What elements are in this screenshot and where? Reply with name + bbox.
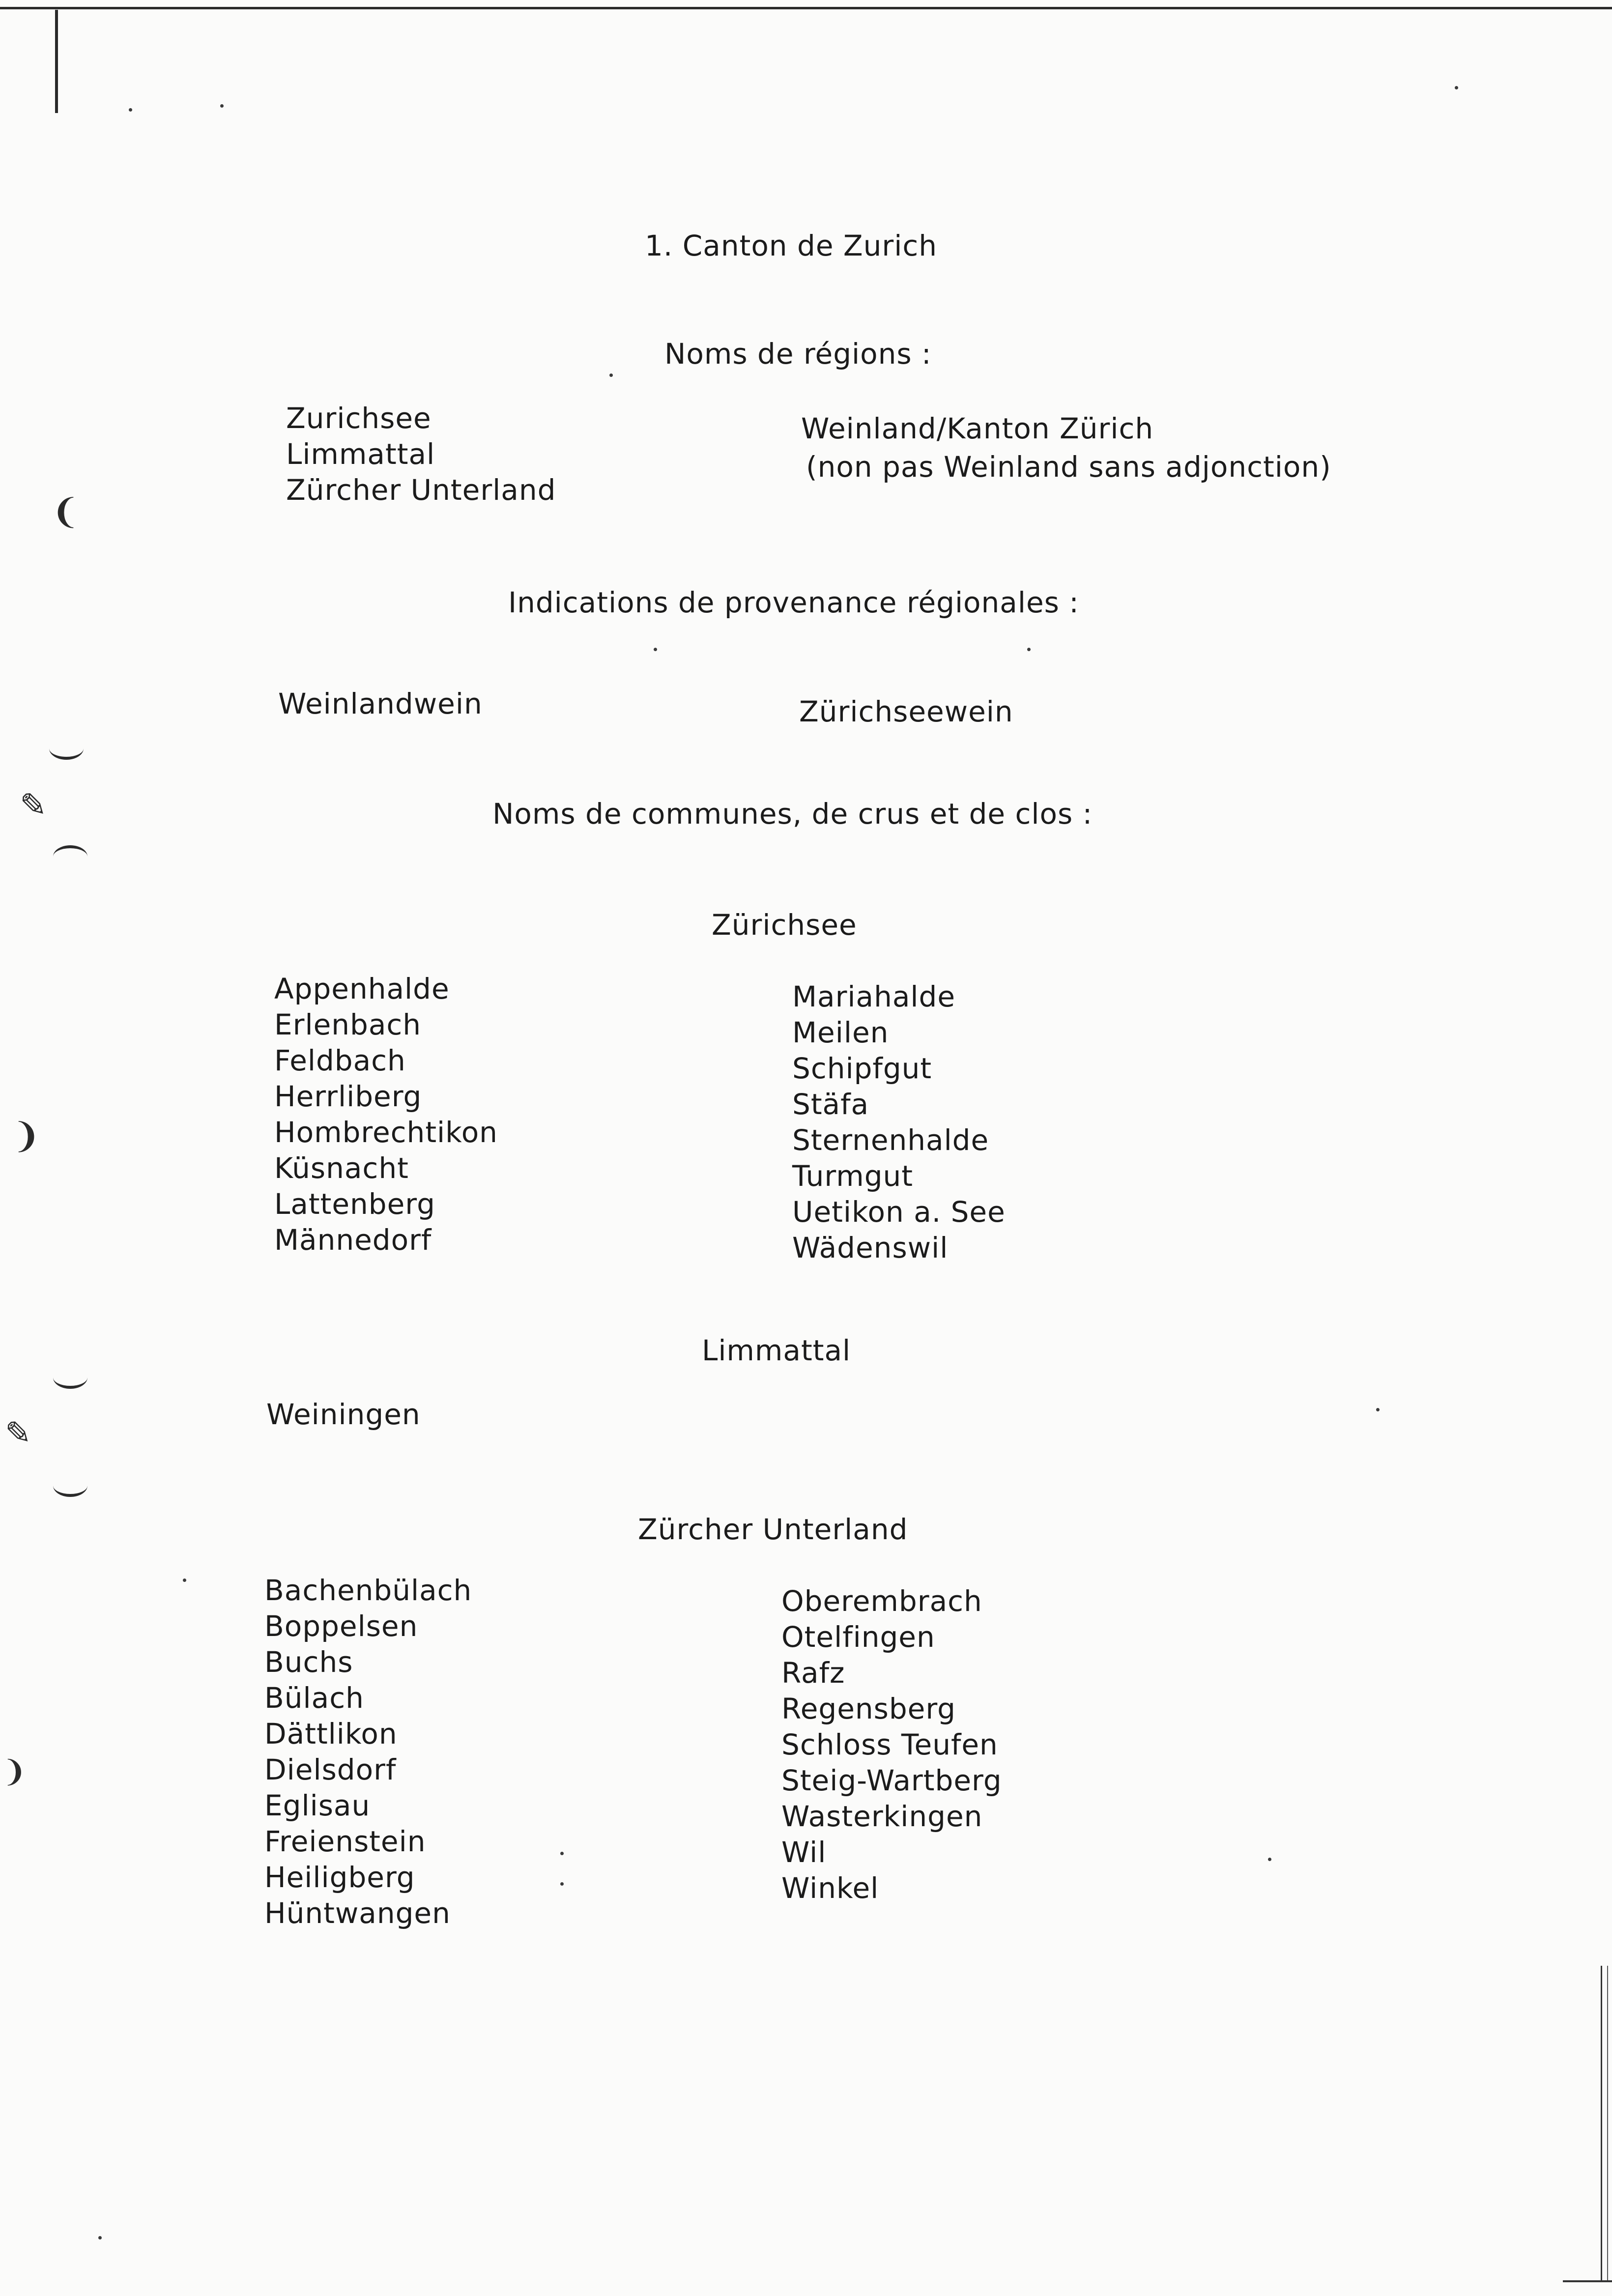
scan-bottom-rule xyxy=(1563,2280,1612,2282)
list-item: Oberembrach xyxy=(781,1584,982,1618)
list-item: Appenhalde xyxy=(274,972,450,1005)
list-item: Freienstein xyxy=(264,1825,426,1858)
list-item: Schloss Teufen xyxy=(781,1728,998,1761)
list-item: Küsnacht xyxy=(274,1151,409,1185)
list-item: Zurichsee xyxy=(286,402,432,435)
list-item: Buchs xyxy=(264,1645,353,1679)
list-item: Uetikon a. See xyxy=(792,1195,1006,1229)
scan-speck xyxy=(654,648,657,651)
regions-left-list xyxy=(286,401,556,508)
scan-stain: ❨ xyxy=(51,491,80,532)
zurichsee-left-list xyxy=(274,971,498,1258)
scan-right-edge xyxy=(1601,1966,1608,2280)
punch-hole-mark xyxy=(53,1474,87,1497)
scan-speck xyxy=(129,108,132,112)
provenance-left: Weinlandwein xyxy=(278,687,483,720)
scan-speck xyxy=(560,1852,564,1855)
scan-speck xyxy=(560,1882,564,1886)
list-item: Mariahalde xyxy=(792,980,956,1013)
list-item: Steig-Wartberg xyxy=(781,1764,1002,1797)
list-item: Boppelsen xyxy=(264,1609,418,1643)
list-item: Erlenbach xyxy=(274,1008,422,1041)
scan-speck xyxy=(183,1578,186,1582)
list-item: Bachenbülach xyxy=(264,1574,472,1607)
scan-speck xyxy=(1027,648,1031,651)
list-item: Turmgut xyxy=(792,1159,914,1193)
limmattal-left-list xyxy=(266,1397,421,1433)
list-item: Limmattal xyxy=(286,437,435,471)
punch-hole-mark xyxy=(49,737,84,760)
communes-heading: Noms de communes, de crus et de clos : xyxy=(492,797,1093,831)
list-item: Dielsdorf xyxy=(264,1753,397,1786)
list-item: Männedorf xyxy=(274,1223,432,1257)
list-item: Stäfa xyxy=(792,1088,869,1121)
list-item: Weiningen xyxy=(266,1398,421,1431)
unterland-right-list xyxy=(781,1583,1002,1906)
list-item: Eglisau xyxy=(264,1789,371,1822)
list-item: Regensberg xyxy=(781,1692,956,1725)
list-item: Heiligberg xyxy=(264,1861,415,1894)
list-item: Zürcher Unterland xyxy=(286,473,556,507)
provenance-right: Zürichseewein xyxy=(799,695,1013,728)
list-item: Hombrechtikon xyxy=(274,1116,498,1149)
scan-stain: ✎ xyxy=(20,786,47,824)
list-item: Feldbach xyxy=(274,1044,406,1077)
list-item: Dättlikon xyxy=(264,1717,398,1751)
page-title: 1. Canton de Zurich xyxy=(645,229,938,262)
scan-speck xyxy=(98,2236,102,2239)
zurichsee-right-list xyxy=(792,979,1006,1266)
regions-right-line-1: Weinland/Kanton Zürich xyxy=(801,412,1154,445)
punch-hole-mark xyxy=(53,845,87,868)
unterland-heading: Zürcher Unterland xyxy=(638,1513,908,1546)
scan-top-rule xyxy=(0,7,1612,9)
list-item: Rafz xyxy=(781,1656,845,1690)
list-item: Bülach xyxy=(264,1681,364,1715)
regions-heading: Noms de régions : xyxy=(664,337,932,371)
scan-left-bar xyxy=(55,10,58,113)
list-item: Meilen xyxy=(792,1016,889,1049)
scan-speck xyxy=(1376,1408,1380,1411)
punch-hole-mark xyxy=(53,1366,87,1389)
list-item: Lattenberg xyxy=(274,1187,435,1221)
scan-speck xyxy=(609,373,613,377)
unterland-left-list xyxy=(264,1573,472,1931)
scan-speck xyxy=(220,104,224,108)
scan-stain: ❩ xyxy=(12,1116,41,1156)
zurichsee-heading: Zürichsee xyxy=(712,908,857,942)
limmattal-heading: Limmattal xyxy=(702,1334,851,1367)
list-item: Sternenhalde xyxy=(792,1123,989,1157)
scan-speck xyxy=(1268,1858,1271,1861)
list-item: Winkel xyxy=(781,1871,879,1905)
list-item: Herrliberg xyxy=(274,1080,422,1113)
scan-stain: ❩ xyxy=(2,1754,27,1789)
list-item: Schipfgut xyxy=(792,1052,932,1085)
list-item: Hüntwangen xyxy=(264,1896,451,1930)
list-item: Wasterkingen xyxy=(781,1800,983,1833)
regions-right-line-2: (non pas Weinland sans adjonction) xyxy=(806,450,1331,484)
scan-stain: ✎ xyxy=(5,1415,31,1452)
list-item: Wädenswil xyxy=(792,1231,949,1264)
list-item: Wil xyxy=(781,1836,827,1869)
provenance-heading: Indications de provenance régionales : xyxy=(508,586,1079,619)
scan-speck xyxy=(1455,86,1458,89)
list-item: Otelfingen xyxy=(781,1620,935,1654)
